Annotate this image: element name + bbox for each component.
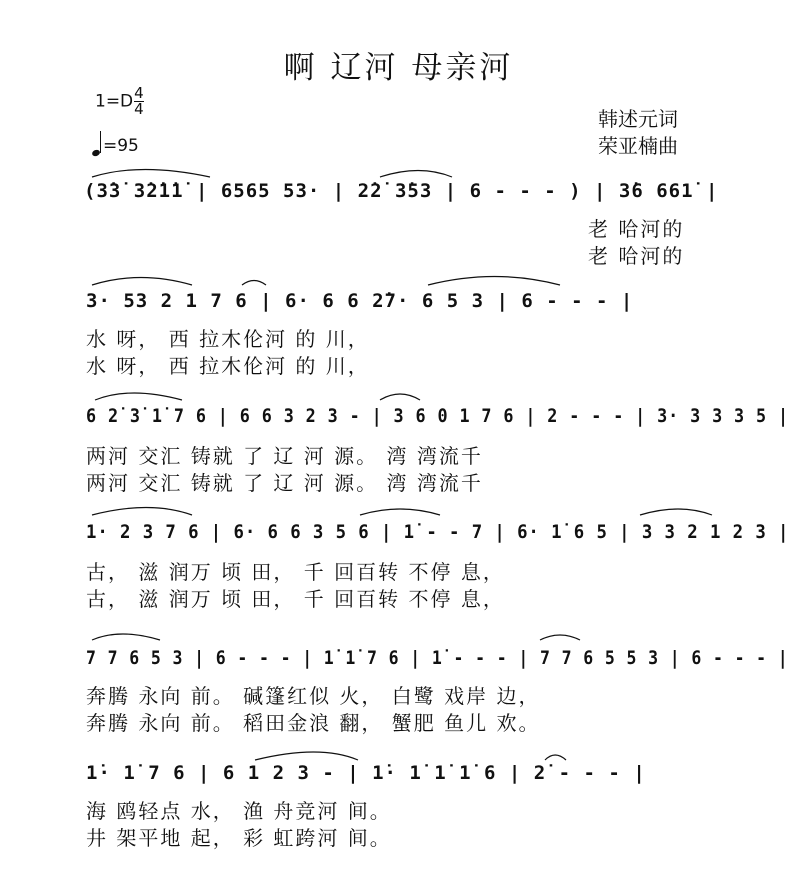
lyrics-verse-2-line-3: 两河 交汇 铸就 了 辽 河 源。 湾 湾流千: [86, 471, 483, 495]
slur-arc: [92, 278, 192, 286]
lyrics-verse-2-line-4: 古， 滋 润万 顷 田， 千 回百转 不停 息，: [86, 587, 505, 611]
notation-line-3: 6 2̇ 3̇ 1̇ 7 6 | 6 6 3 2 3 - | 3 6 0 1 7 6 | 2 - - - | 3· 3 3 3 5 |: [86, 405, 789, 427]
slur-arc: [92, 508, 192, 516]
slur-arc: [255, 752, 358, 760]
slur-arc: [92, 634, 160, 640]
slur-arc: [640, 509, 712, 515]
time-signature-bottom: 4: [134, 100, 144, 118]
lyrics-verse-1-line-1: 老 哈河的: [588, 217, 685, 241]
lyrics-verse-1-line-2: 水 呀， 西 拉木伦河 的 川，: [86, 327, 370, 351]
lyrics-verse-2-line-5: 奔腾 永向 前。 稻田金浪 翻， 蟹肥 鱼儿 欢。: [86, 711, 541, 735]
lyrics-verse-2-line-6: 井 架平地 起， 彩 虹跨河 间。: [86, 826, 392, 850]
lyrics-verse-2-line-2: 水 呀， 西 拉木伦河 的 川，: [86, 354, 370, 378]
slur-arc: [380, 394, 420, 400]
key-label: 1=D: [95, 91, 134, 112]
notation-line-2: 3· 53 2 1 7 6 | 6· 6 6 2̇7· 6 5 3 | 6 - - - |: [86, 290, 634, 312]
slur-arc: [545, 755, 566, 760]
lyrics-verse-1-line-6: 海 鸥轻点 水， 渔 舟竞河 间。: [86, 799, 392, 823]
lyrics-verse-1-line-5: 奔腾 永向 前。 碱篷红似 火， 白鹭 戏岸 边，: [86, 684, 541, 708]
slur-arc: [540, 635, 580, 640]
notation-line-5: 7 7 6 5 3 | 6 - - - | 1̇ 1̇ 7 6 | 1̇ - - - | 7 7 6 5 5 3 | 6 - - - |: [86, 647, 789, 669]
lyrics-verse-1-line-3: 两河 交汇 铸就 了 辽 河 源。 湾 湾流千: [86, 444, 483, 468]
slur-arc: [380, 171, 452, 178]
lyricist-credit: 韩述元词: [598, 107, 678, 131]
notation-line-6: 1̇· 1̇ 7 6 | 6 1 2 3 - | 1̇· 1̇ 1̇ 1̇ 6 | 2̇ - - - |: [86, 762, 646, 784]
tempo-value: =95: [103, 136, 139, 156]
lyrics-verse-1-line-4: 古， 滋 润万 顷 田， 千 回百转 不停 息，: [86, 560, 505, 584]
slur-arc: [360, 509, 440, 515]
lyrics-verse-2-line-1: 老 哈河的: [588, 244, 685, 268]
song-title: 啊 辽河 母亲河: [283, 50, 514, 86]
slur-arc: [92, 170, 210, 178]
slur-arc: [95, 393, 182, 400]
notation-line-1: (3̇3̇ 3̇2̇1̇1̇ | 6565 53· | 2̇2̇ 3̇53 | 6 - - - ) | 3̇6 661̇ |: [84, 180, 719, 202]
slur-arc: [428, 277, 560, 286]
time-signature-top: 4: [134, 84, 144, 102]
slur-arc: [242, 281, 266, 286]
notation-line-4: 1· 2 3 7 6 | 6· 6 6 3 5 6 | 1̇ - - 7 | 6· 1̇ 6 5 | 3 3 2 1 2 3 |: [86, 521, 790, 543]
composer-credit: 荣亚楠曲: [598, 134, 678, 158]
